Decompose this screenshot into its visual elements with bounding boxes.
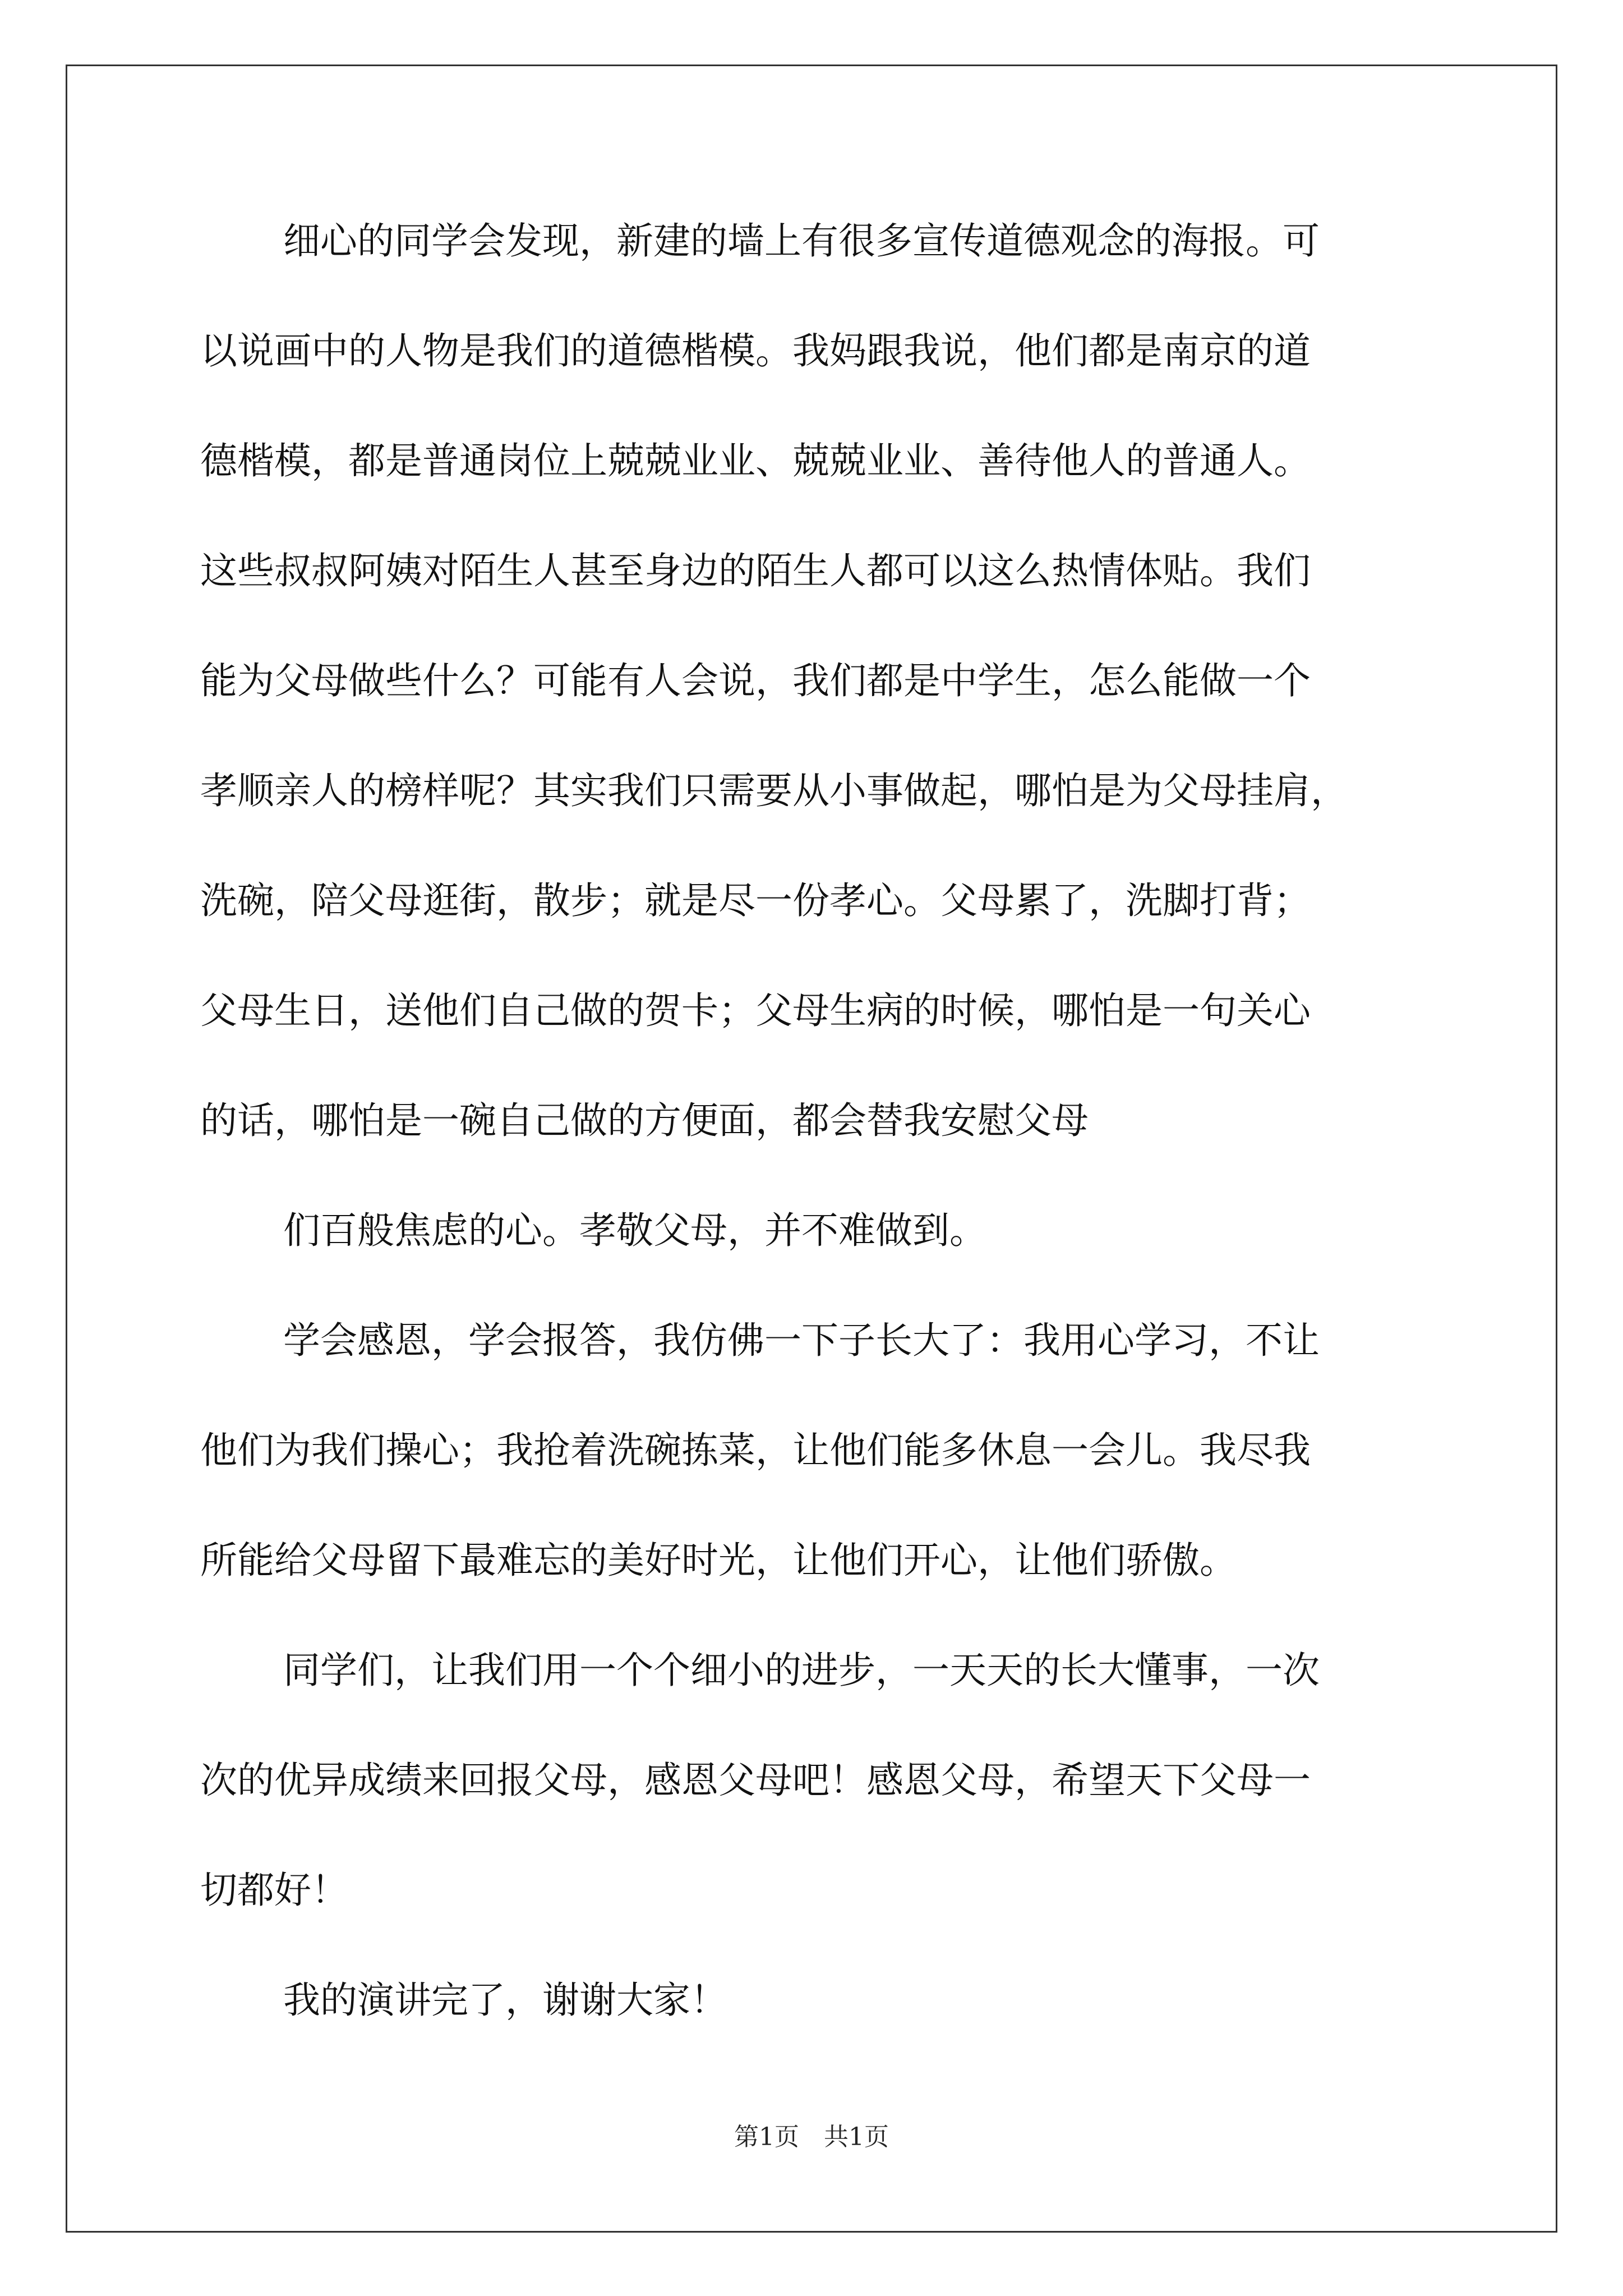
paragraph-line: 他们为我们操心；我抢着洗碗拣菜，让他们能多休息一会儿。我尽我 [200, 1429, 1311, 1472]
paragraph-line: 能为父母做些什么？可能有人会说，我们都是中学生，怎么能做一个 [200, 659, 1311, 702]
paragraph-line: 的话，哪怕是一碗自己做的方便面，都会替我安慰父母 [200, 1099, 1089, 1142]
paragraph-line: 以说画中的人物是我们的道德楷模。我妈跟我说，他们都是南京的道 [200, 329, 1311, 372]
paragraph-line: 细心的同学会发现，新建的墙上有很多宣传道德观念的海报。可 [283, 219, 1320, 263]
paragraph-line: 孝顺亲人的榜样呢？其实我们只需要从小事做起，哪怕是为父母挂肩， [200, 769, 1348, 812]
paragraph-line: 父母生日，送他们自己做的贺卡；父母生病的时候，哪怕是一句关心 [200, 989, 1311, 1032]
paragraph-line: 学会感恩，学会报答，我仿佛一下子长大了：我用心学习，不让 [283, 1319, 1320, 1362]
paragraph-line: 所能给父母留下最难忘的美好时光，让他们开心，让他们骄傲。 [200, 1539, 1237, 1582]
paragraph-line: 次的优异成绩来回报父母，感恩父母吧！感恩父母，希望天下父母一 [200, 1759, 1311, 1802]
paragraph-line: 德楷模，都是普通岗位上兢兢业业、兢兢业业、善待他人的普通人。 [200, 439, 1311, 482]
paragraph-line: 洗碗，陪父母逛街，散步；就是尽一份孝心。父母累了，洗脚打背； [200, 879, 1311, 922]
paragraph-line: 们百般焦虑的心。孝敬父母，并不难做到。 [283, 1209, 986, 1252]
paragraph-line: 我的演讲完了，谢谢大家！ [283, 1978, 727, 2022]
paragraph-line: 这些叔叔阿姨对陌生人甚至身边的陌生人都可以这么热情体贴。我们 [200, 549, 1311, 592]
paragraph-line: 同学们，让我们用一个个细小的进步，一天天的长大懂事，一次 [283, 1649, 1320, 1692]
paragraph-line: 切都好！ [200, 1869, 348, 1912]
page-footer: 第1页 共1页 [734, 2123, 889, 2151]
